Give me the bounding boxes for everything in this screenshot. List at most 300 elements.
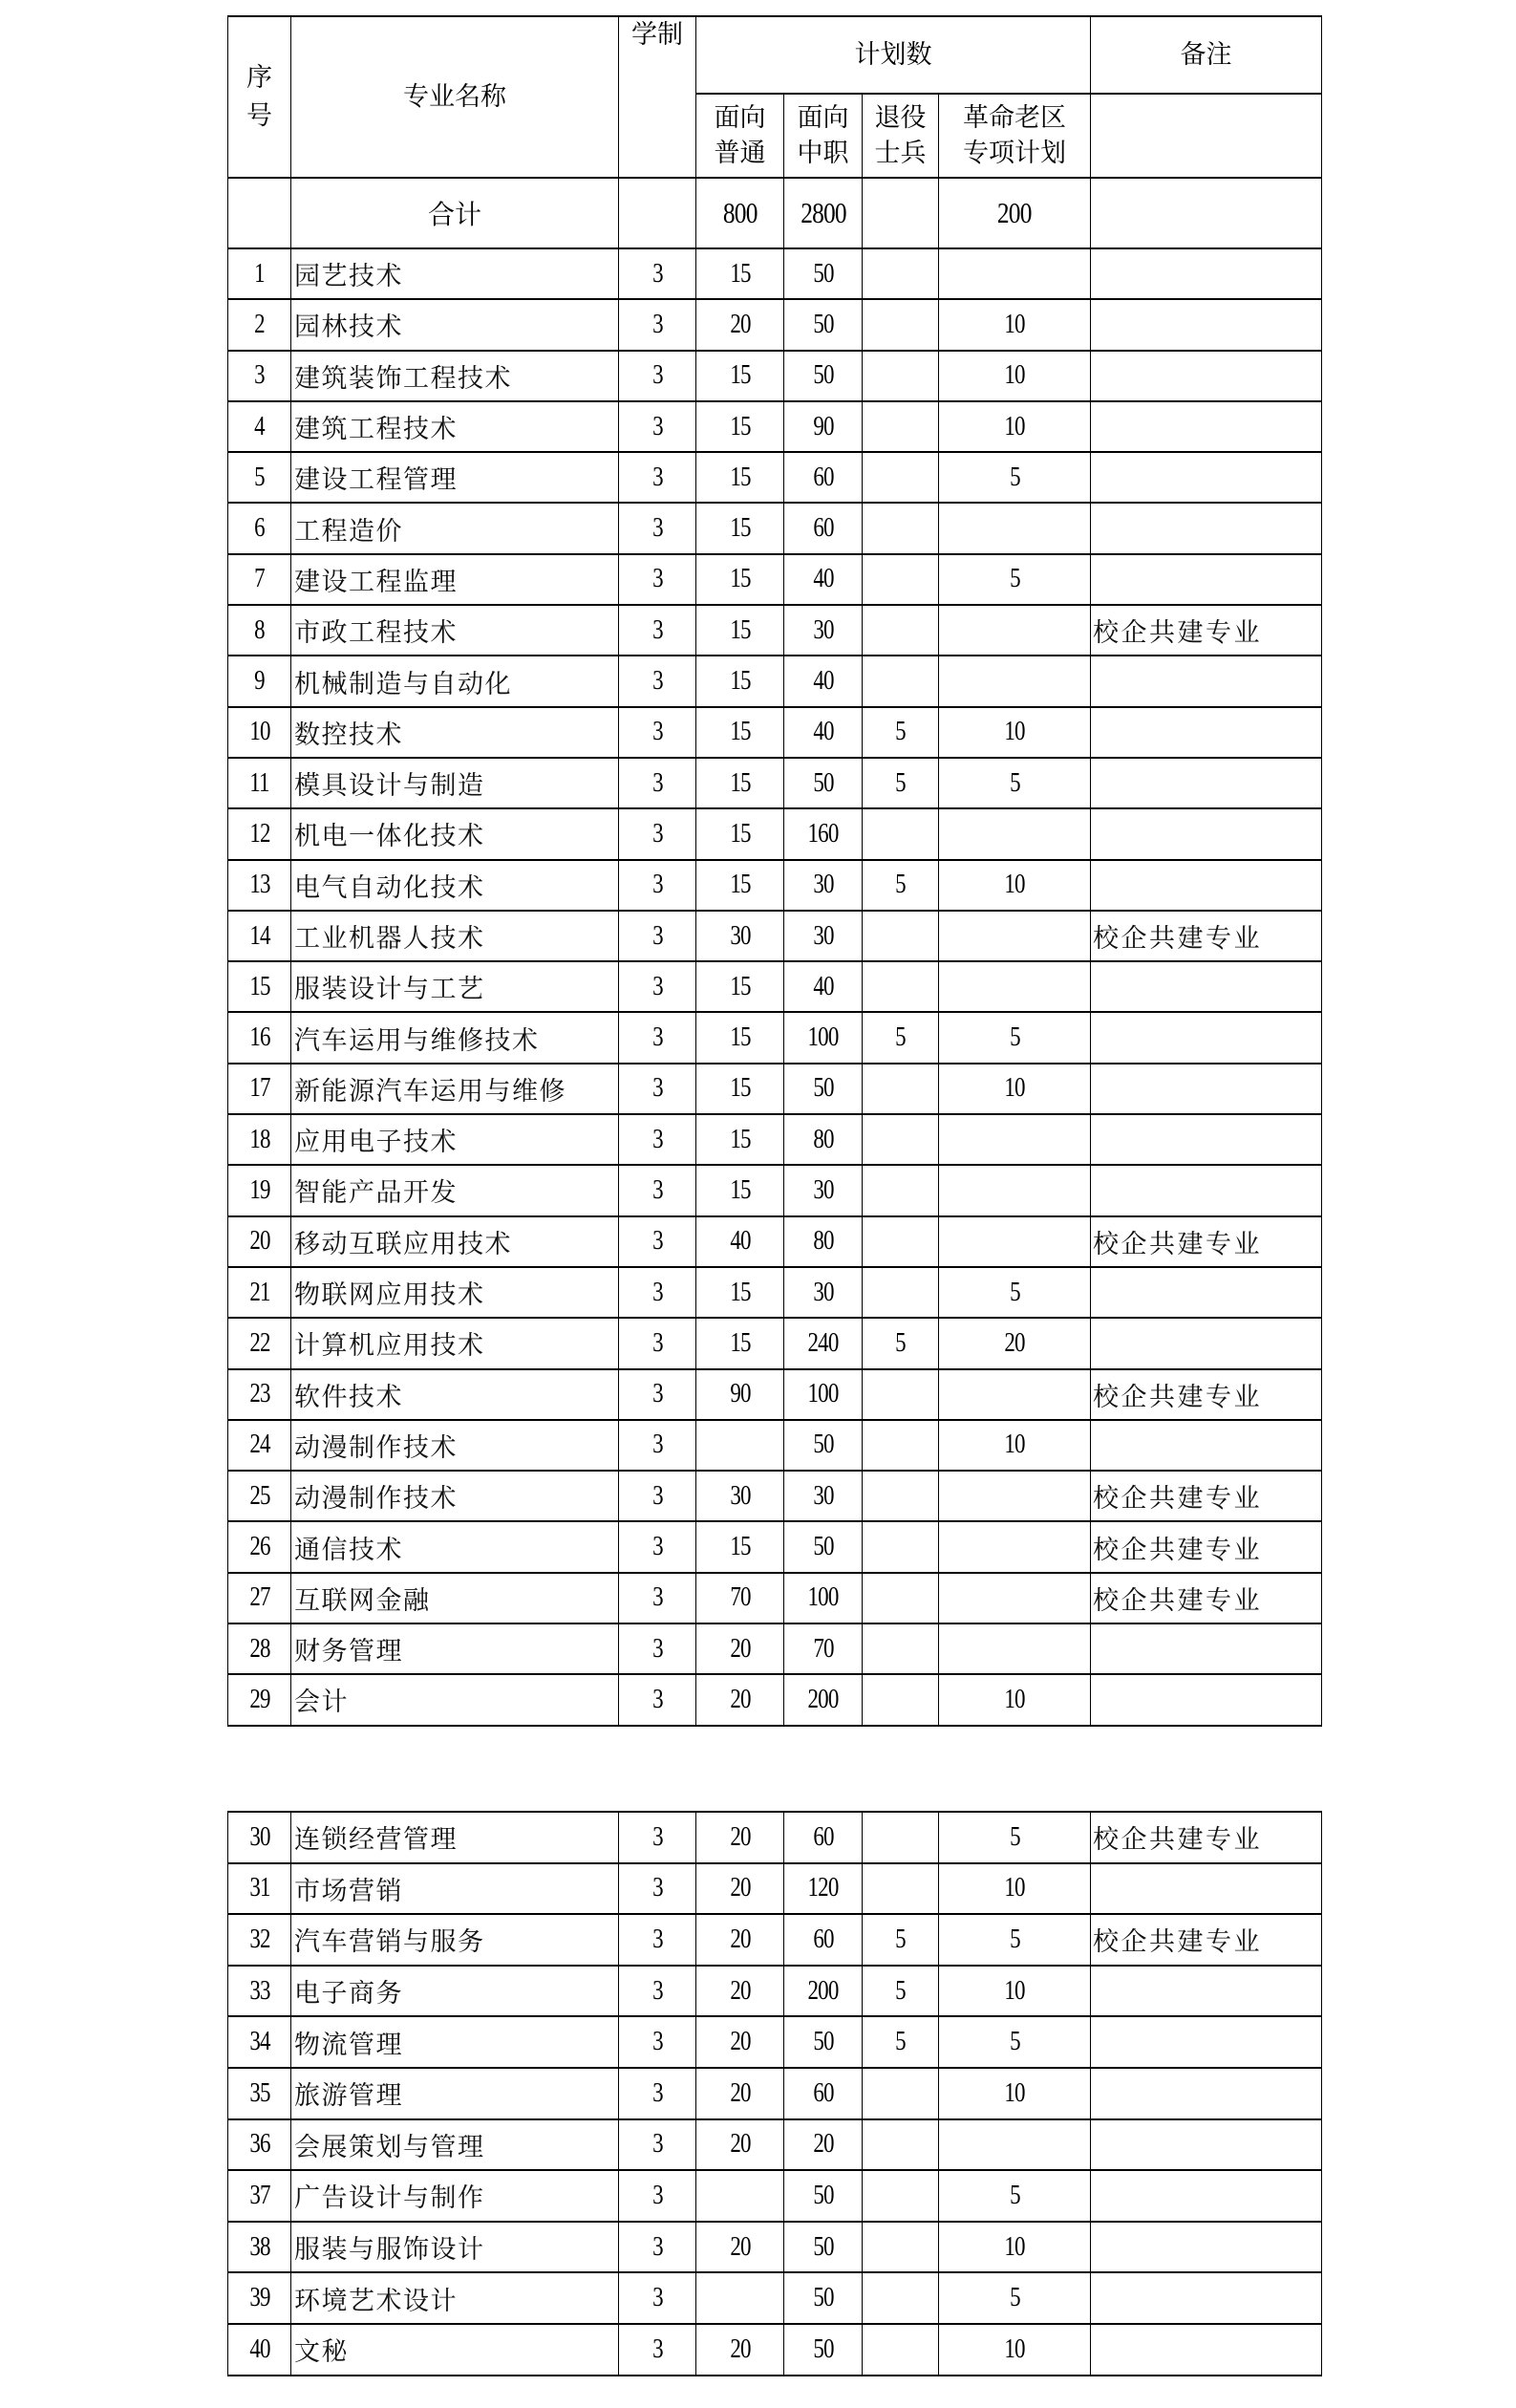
header-sub-vocational-line1: 面向 [797,103,849,133]
cell-veterans [863,1216,939,1267]
cell-general [696,961,784,1012]
cell-major-name: 模具设计与制造 [291,758,619,808]
cell-general [696,1165,784,1215]
cell-vocational [784,2068,863,2119]
general-value: 15 [729,614,751,645]
cell-note [1091,1420,1322,1471]
general-value: 15 [729,717,751,747]
cell-veterans [863,2222,939,2273]
general-value: 15 [729,1022,751,1053]
cell-veterans [863,707,939,758]
seq-value: 15 [248,971,270,1001]
old-revolutionary-value: 5 [1009,1277,1020,1307]
cell-major-name: 文秘 [291,2324,619,2376]
vocational-value: 30 [812,870,834,900]
general-value: 15 [729,360,751,391]
veterans-value: 5 [895,717,906,747]
cell-major-name: 环境艺术设计 [291,2272,619,2324]
seq-value: 36 [248,2129,270,2160]
cell-vocational [784,1114,863,1165]
cell-vocational [784,1573,863,1623]
total-duration-empty [619,178,696,248]
table-row [228,961,1322,1012]
header-note-sub-empty [1091,94,1322,178]
vocational-value: 50 [812,1430,834,1460]
cell-duration [619,1064,696,1114]
cell-general [696,656,784,706]
veterans-value: 5 [895,2027,906,2057]
cell-note [1091,1267,1322,1318]
duration-value: 3 [651,1277,663,1307]
cell-veterans [863,961,939,1012]
cell-veterans [863,1318,939,1368]
cell-veterans [863,656,939,706]
cell-old-revolutionary [939,1863,1091,1915]
table-row [228,401,1322,452]
cell-duration [619,2222,696,2273]
vocational-value: 200 [807,1975,839,2006]
duration-value: 3 [651,1226,663,1257]
cell-vocational [784,1318,863,1368]
cell-vocational [784,2170,863,2222]
seq-value: 1 [254,258,265,289]
cell-vocational [784,656,863,706]
cell-note [1091,2272,1322,2324]
cell-note: 校企共建专业 [1091,1812,1322,1863]
cell-general [696,808,784,859]
cell-veterans [863,1369,939,1420]
old-revolutionary-value: 10 [1004,870,1025,900]
cell-major-name: 电子商务 [291,1966,619,2017]
cell-note [1091,1863,1322,1915]
cell-old-revolutionary [939,452,1091,503]
cell-note [1091,1318,1322,1368]
table-row [228,1914,1322,1966]
general-value: 15 [729,1073,751,1104]
table-row [228,860,1322,911]
vocational-value: 40 [812,971,834,1001]
cell-duration [619,2016,696,2068]
header-plan-count: 计划数 [696,16,1091,94]
seq-value: 3 [254,360,265,391]
vocational-value: 100 [807,1582,839,1613]
cell-old-revolutionary [939,351,1091,401]
vocational-value: 50 [812,2027,834,2057]
duration-value: 3 [651,1430,663,1460]
cell-veterans [863,1420,939,1471]
cell-general [696,1318,784,1368]
duration-value: 3 [651,1924,663,1954]
duration-value: 3 [651,411,663,441]
duration-value: 3 [651,818,663,849]
cell-major-name: 建筑工程技术 [291,401,619,452]
cell-old-revolutionary [939,758,1091,808]
table-row [228,1267,1322,1318]
seq-value: 26 [248,1532,270,1562]
duration-value: 3 [651,2129,663,2160]
cell-major-name: 汽车运用与维修技术 [291,1012,619,1063]
duration-value: 3 [651,564,663,594]
seq-value: 5 [254,462,265,492]
old-revolutionary-value: 5 [1009,1022,1020,1053]
cell-vocational [784,503,863,553]
cell-seq [228,299,291,350]
header-duration: 学制 [619,16,696,178]
cell-vocational [784,1812,863,1863]
table-row [228,605,1322,656]
cell-seq [228,1064,291,1114]
cell-general [696,1674,784,1725]
cell-vocational [784,2324,863,2376]
cell-major-name: 物流管理 [291,2016,619,2068]
veterans-value: 5 [895,870,906,900]
duration-value: 3 [651,309,663,339]
cell-seq [228,707,291,758]
seq-value: 8 [254,614,265,645]
cell-vocational [784,605,863,656]
table-row [228,1064,1322,1114]
cell-seq [228,1318,291,1368]
vocational-value: 50 [812,2231,834,2262]
table-row [228,2119,1322,2171]
table-row [228,2272,1322,2324]
seq-value: 17 [248,1073,270,1104]
table-row [228,452,1322,503]
old-revolutionary-value: 10 [1004,1073,1025,1104]
cell-vocational [784,860,863,911]
table-row [228,1674,1322,1725]
cell-seq [228,1914,291,1966]
cell-note: 校企共建专业 [1091,1521,1322,1572]
general-value: 15 [729,258,751,289]
seq-value: 12 [248,818,270,849]
veterans-value: 5 [895,767,906,798]
vocational-value: 50 [812,2180,834,2210]
cell-seq [228,758,291,808]
cell-major-name: 旅游管理 [291,2068,619,2119]
cell-old-revolutionary [939,961,1091,1012]
cell-vocational [784,1521,863,1572]
cell-general [696,2016,784,2068]
cell-major-name: 新能源汽车运用与维修 [291,1064,619,1114]
cell-major-name: 动漫制作技术 [291,1471,619,1521]
cell-note [1091,503,1322,553]
header-sub-vocational-line2: 中职 [797,139,849,168]
table-row [228,248,1322,299]
cell-duration [619,1863,696,1915]
seq-value: 20 [248,1226,270,1257]
vocational-value: 30 [812,614,834,645]
cell-duration [619,911,696,961]
cell-note [1091,758,1322,808]
table-row [228,911,1322,961]
seq-value: 28 [248,1633,270,1664]
cell-old-revolutionary [939,2016,1091,2068]
general-value: 30 [729,1480,751,1511]
general-value: 15 [729,1124,751,1154]
total-label: 合计 [291,178,619,248]
vocational-value: 60 [812,2077,834,2108]
cell-veterans [863,1064,939,1114]
seq-value: 7 [254,564,265,594]
cell-old-revolutionary [939,1267,1091,1318]
vocational-value: 60 [812,513,834,544]
cell-veterans [863,2170,939,2222]
vocational-value: 200 [807,1684,839,1714]
cell-major-name: 智能产品开发 [291,1165,619,1215]
vocational-value: 50 [812,309,834,339]
duration-value: 3 [651,1379,663,1409]
general-value: 20 [729,2333,751,2364]
cell-veterans [863,1674,939,1725]
cell-note [1091,2170,1322,2222]
general-value: 20 [729,2231,751,2262]
general-value: 15 [729,818,751,849]
cell-seq [228,2222,291,2273]
cell-duration [619,860,696,911]
duration-value: 3 [651,360,663,391]
vocational-value: 40 [812,666,834,697]
general-value: 15 [729,411,751,441]
seq-value: 40 [248,2333,270,2364]
enrollment-plan-table [227,15,1322,1727]
cell-seq [228,1573,291,1623]
cell-seq [228,2272,291,2324]
seq-value: 35 [248,2077,270,2108]
cell-veterans [863,1812,939,1863]
seq-value: 39 [248,2283,270,2313]
cell-note [1091,452,1322,503]
cell-veterans [863,605,939,656]
cell-duration [619,1369,696,1420]
header-sub-old-revolutionary [939,94,1091,178]
table-row [228,1812,1322,1863]
cell-seq [228,1114,291,1165]
cell-old-revolutionary [939,707,1091,758]
duration-value: 3 [651,1532,663,1562]
general-value: 15 [729,564,751,594]
cell-vocational [784,299,863,350]
cell-old-revolutionary [939,1966,1091,2017]
seq-value: 9 [254,666,265,697]
cell-seq [228,503,291,553]
cell-vocational [784,452,863,503]
cell-veterans [863,758,939,808]
seq-value: 10 [248,717,270,747]
table-row [228,554,1322,605]
cell-seq [228,1216,291,1267]
cell-duration [619,452,696,503]
vocational-value: 80 [812,1124,834,1154]
duration-value: 3 [651,1174,663,1205]
cell-major-name: 工程造价 [291,503,619,553]
old-revolutionary-value: 5 [1009,2027,1020,2057]
cell-old-revolutionary [939,656,1091,706]
table-row [228,1012,1322,1063]
cell-seq [228,1863,291,1915]
cell-note: 校企共建专业 [1091,911,1322,961]
cell-veterans [863,1623,939,1674]
general-value: 20 [729,1873,751,1903]
cell-major-name: 移动互联应用技术 [291,1216,619,1267]
old-revolutionary-value: 5 [1009,564,1020,594]
general-value: 20 [729,1684,751,1714]
cell-seq [228,2068,291,2119]
cell-old-revolutionary [939,1165,1091,1215]
cell-duration [619,2272,696,2324]
vocational-value: 70 [812,1633,834,1664]
vocational-value: 40 [812,717,834,747]
cell-general [696,911,784,961]
vocational-value: 90 [812,411,834,441]
cell-duration [619,1573,696,1623]
veterans-value: 5 [895,1022,906,1053]
cell-seq [228,1369,291,1420]
cell-old-revolutionary [939,2222,1091,2273]
cell-note [1091,2222,1322,2273]
cell-old-revolutionary [939,2119,1091,2171]
general-value: 20 [729,309,751,339]
total-general-value: 800 [722,196,758,229]
cell-vocational [784,1623,863,1674]
cell-general [696,1064,784,1114]
header-sub-veterans [863,94,939,178]
table-row [228,1521,1322,1572]
cell-duration [619,401,696,452]
seq-value: 27 [248,1582,270,1613]
general-value: 15 [729,971,751,1001]
cell-seq [228,1623,291,1674]
total-seq-empty [228,178,291,248]
cell-duration [619,1521,696,1572]
cell-major-name: 服装设计与工艺 [291,961,619,1012]
cell-note [1091,1674,1322,1725]
cell-note [1091,808,1322,859]
header-note: 备注 [1091,16,1322,94]
cell-major-name: 会计 [291,1674,619,1725]
seq-value: 4 [254,411,265,441]
cell-old-revolutionary [939,2068,1091,2119]
duration-value: 3 [651,1821,663,1852]
cell-vocational [784,758,863,808]
cell-note [1091,1114,1322,1165]
cell-old-revolutionary [939,1674,1091,1725]
cell-general [696,1623,784,1674]
cell-major-name: 园艺技术 [291,248,619,299]
cell-note [1091,1165,1322,1215]
seq-value: 19 [248,1174,270,1205]
cell-major-name: 计算机应用技术 [291,1318,619,1368]
cell-note [1091,351,1322,401]
cell-general [696,605,784,656]
cell-general [696,503,784,553]
cell-major-name: 机电一体化技术 [291,808,619,859]
cell-duration [619,1471,696,1521]
cell-duration [619,554,696,605]
cell-general [696,2170,784,2222]
general-value: 15 [729,1327,751,1358]
table-row [228,1165,1322,1215]
cell-vocational [784,2222,863,2273]
cell-veterans [863,1165,939,1215]
table-row [228,656,1322,706]
duration-value: 3 [651,2077,663,2108]
cell-veterans [863,2068,939,2119]
cell-major-name: 园林技术 [291,299,619,350]
table-row [228,2222,1322,2273]
cell-note [1091,961,1322,1012]
cell-veterans [863,351,939,401]
cell-seq [228,351,291,401]
cell-seq [228,452,291,503]
cell-general [696,707,784,758]
table-row [228,707,1322,758]
total-note [1091,178,1322,248]
header-sub-vocational [784,94,863,178]
cell-old-revolutionary [939,1318,1091,1368]
seq-value: 11 [249,767,269,798]
duration-value: 3 [651,614,663,645]
table-row [228,758,1322,808]
cell-general [696,1369,784,1420]
seq-value: 6 [254,513,265,544]
vocational-value: 240 [807,1327,839,1358]
duration-value: 3 [651,2333,663,2364]
cell-seq [228,860,291,911]
duration-value: 3 [651,1124,663,1154]
cell-old-revolutionary [939,1216,1091,1267]
table-row [228,2170,1322,2222]
vocational-value: 30 [812,1174,834,1205]
cell-duration [619,1812,696,1863]
cell-veterans [863,554,939,605]
cell-seq [228,1471,291,1521]
table-row [228,299,1322,350]
seq-value: 18 [248,1124,270,1154]
cell-duration [619,1318,696,1368]
cell-vocational [784,248,863,299]
vocational-value: 120 [807,1873,839,1903]
cell-duration [619,1914,696,1966]
cell-note [1091,2119,1322,2171]
cell-old-revolutionary [939,1471,1091,1521]
vocational-value: 50 [812,2333,834,2364]
old-revolutionary-value: 10 [1004,1684,1025,1714]
vocational-value: 50 [812,2283,834,2313]
duration-value: 3 [651,767,663,798]
cell-seq [228,2170,291,2222]
cell-old-revolutionary [939,1064,1091,1114]
duration-value: 3 [651,1480,663,1511]
table-row [228,503,1322,553]
vocational-value: 50 [812,767,834,798]
cell-veterans [863,299,939,350]
cell-general [696,248,784,299]
veterans-value: 5 [895,1924,906,1954]
cell-major-name: 建设工程监理 [291,554,619,605]
cell-note [1091,248,1322,299]
cell-vocational [784,401,863,452]
cell-veterans [863,452,939,503]
cell-note: 校企共建专业 [1091,1914,1322,1966]
table-row [228,1420,1322,1471]
vocational-value: 20 [812,2129,834,2160]
seq-value: 32 [248,1924,270,1954]
old-revolutionary-value: 5 [1009,2180,1020,2210]
cell-seq [228,1674,291,1725]
general-value: 15 [729,462,751,492]
vocational-value: 60 [812,1924,834,1954]
